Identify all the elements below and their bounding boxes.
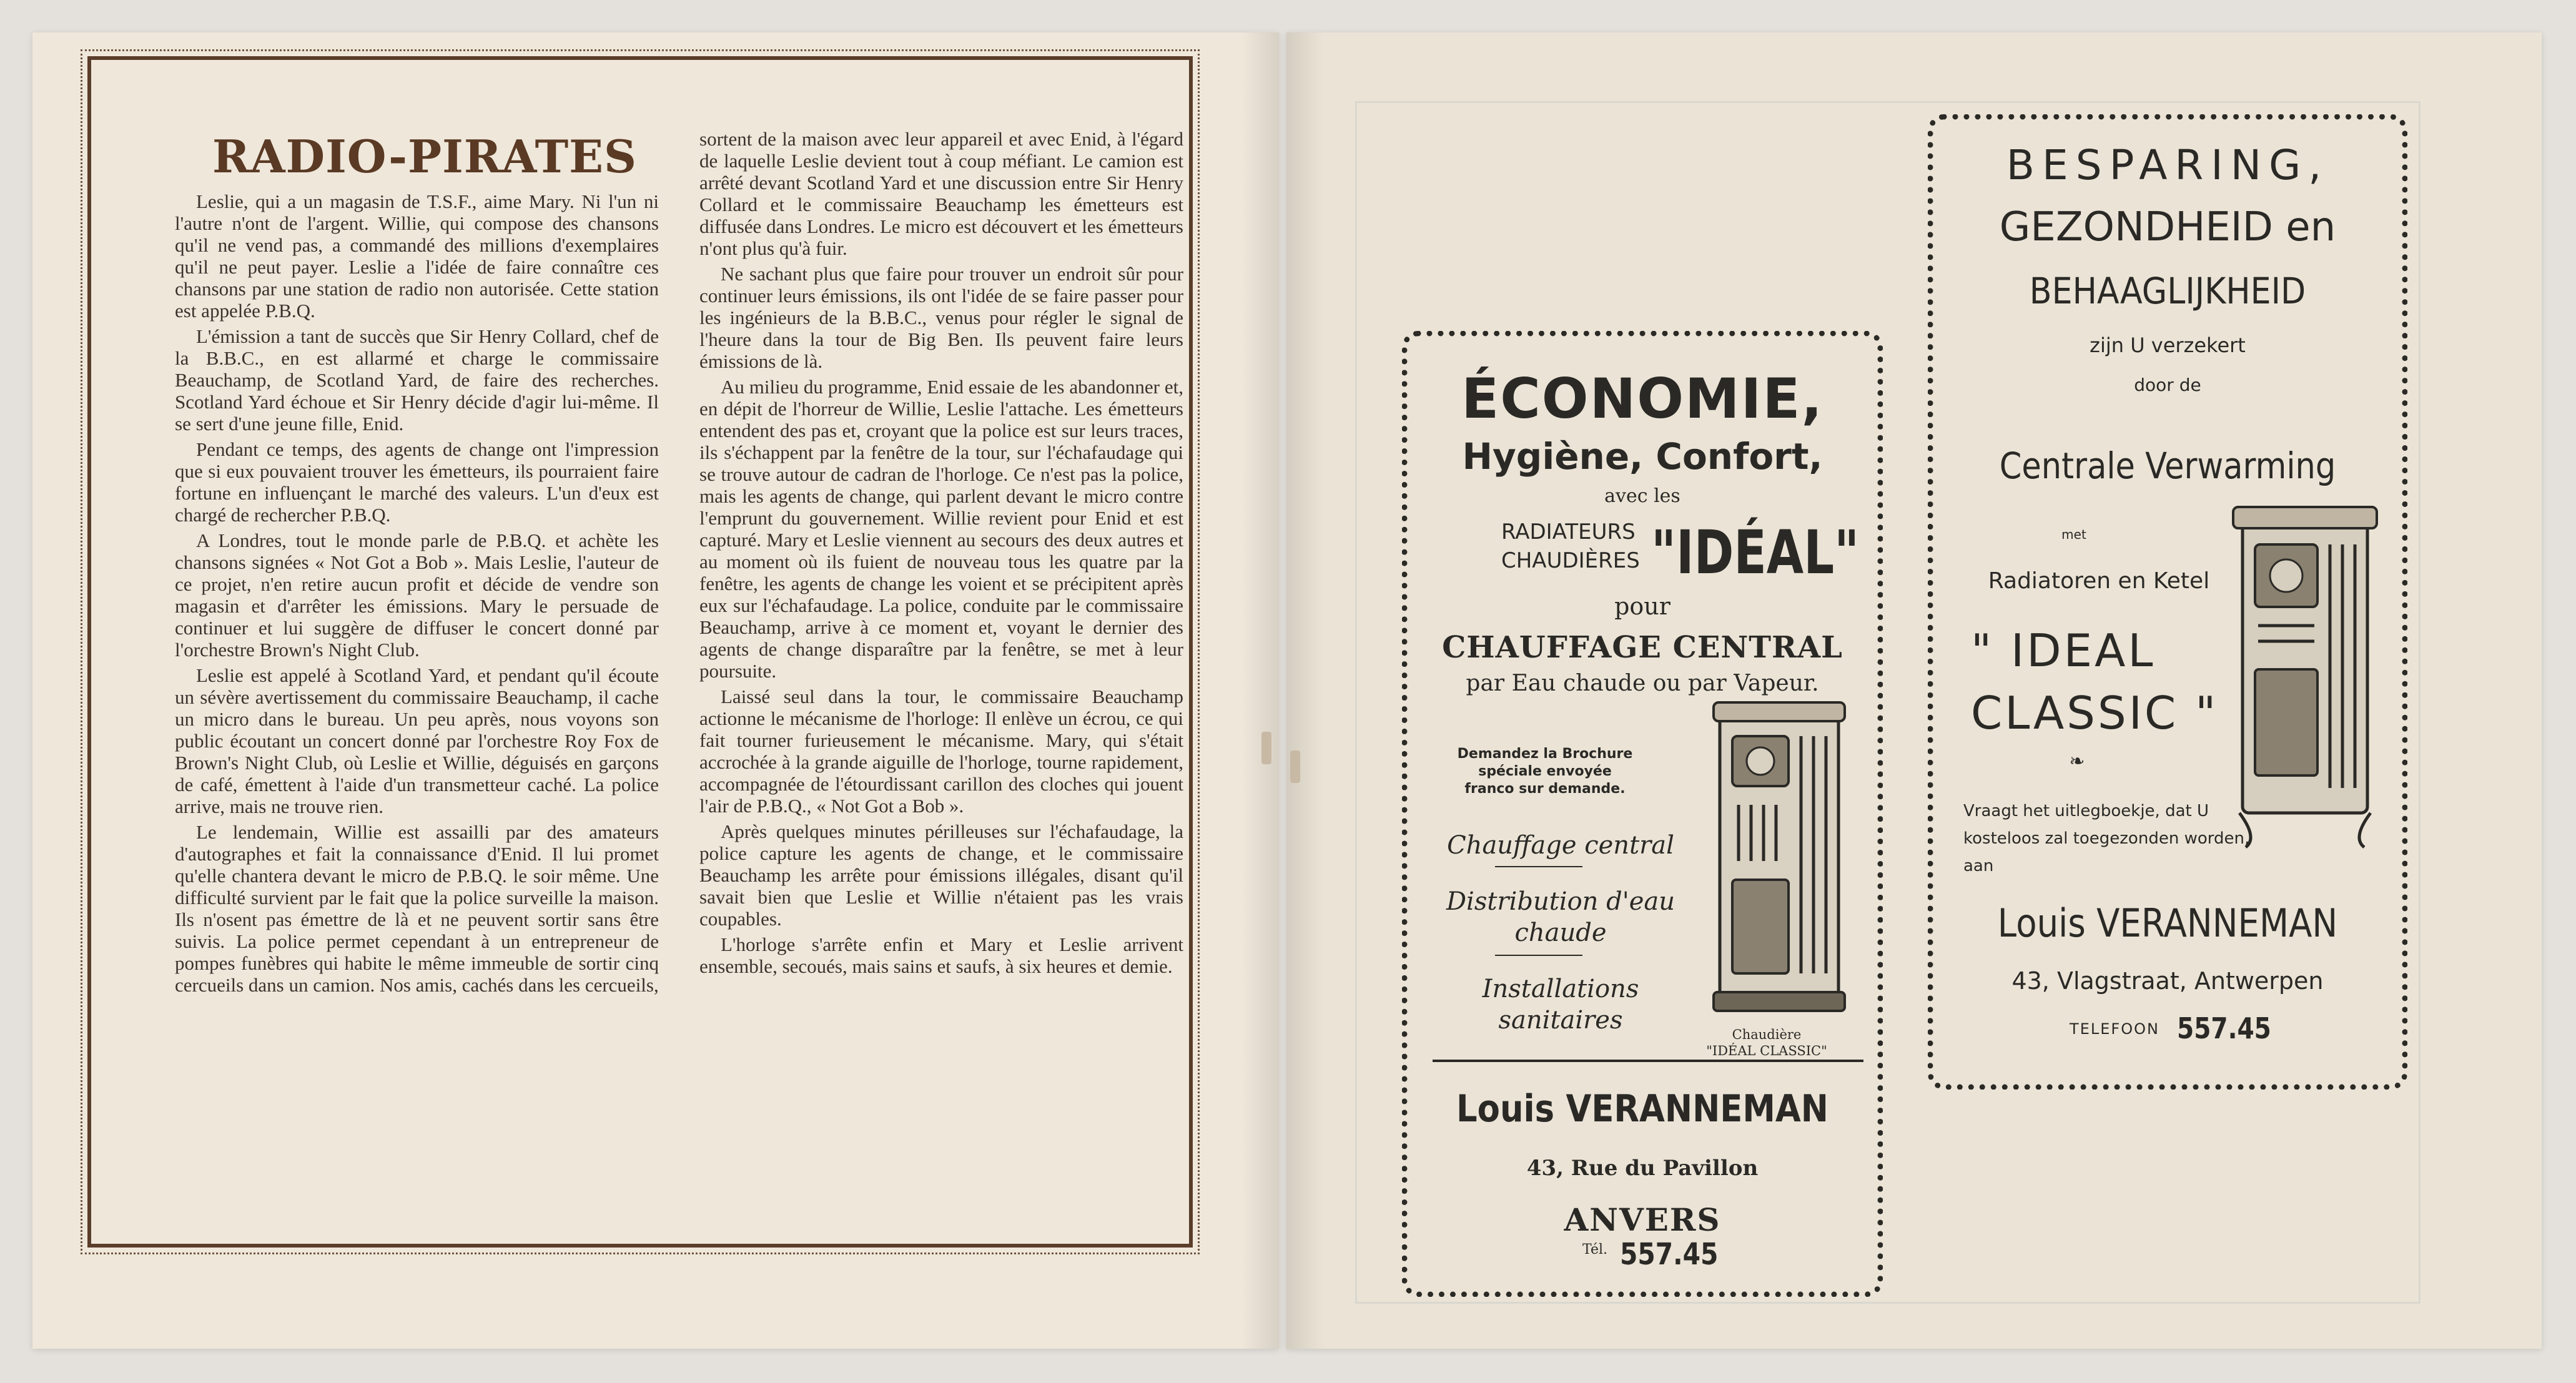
ad-tel-label: TELEFOON bbox=[2070, 1020, 2159, 1038]
paragraph: L'horloge s'arrête enfin et Mary et Leslie arrivent ensemble, secoués, mais sains et saufs, à six heures et demie. bbox=[699, 933, 1183, 977]
ad-radiateurs-chaudieres bbox=[1501, 518, 1651, 575]
ad-eau: par Eau chaude ou par Vapeur. bbox=[1466, 671, 1819, 696]
ad-dealer-name: Louis VERANNEMAN bbox=[1997, 900, 2338, 946]
ad-item: Installations sanitaires bbox=[1482, 975, 1639, 1035]
ad-brand: "IDÉAL" bbox=[1651, 518, 1860, 588]
boiler-caption-line: "IDÉAL CLASSIC" bbox=[1706, 1043, 1827, 1058]
ornament-icon: ❧ bbox=[2069, 751, 2085, 772]
ad-line: zijn U verzekert bbox=[2090, 333, 2246, 357]
ad-subhead: Hygiène, Confort, bbox=[1462, 435, 1823, 478]
ad-line: GEZONDHEID en bbox=[1999, 204, 2336, 250]
ad-brand bbox=[1958, 619, 2258, 744]
article-column-right bbox=[699, 128, 1183, 981]
ad-line: Radiatoren en Ketel bbox=[1988, 568, 2210, 594]
paragraph: Pendant ce temps, des agents de change ont l'impression que si eux pouvaient trouver les émetteurs, ils pourraient faire fortune en influençant le marché des valeurs. L'un d'eux est chargé de rechercher P.B.Q. bbox=[175, 438, 659, 526]
ad-vraagt: Vraagt het uitlegboekje, dat U kosteloos zal toegezonden worden, aan bbox=[1963, 802, 2250, 875]
ad-ideal-french bbox=[1402, 331, 1883, 1297]
ad-brand-line: CLASSIC " bbox=[1971, 687, 2219, 739]
paragraph: Ne sachant plus que faire pour trouver un endroit sûr pour continuer leurs émissions, ils ont l'idée de se faire passer pour les ingénieurs de la B.B.C., venus pour régler le signal de l'heure dans la tour de Big Ben. Ils peuvent faire leurs émissions de là. bbox=[699, 263, 1183, 372]
paragraph: Leslie, qui a un magasin de T.S.F., aime Mary. Ni l'un ni l'autre n'ont de l'argent. Willie, qui compose des chansons qu'il ne vend pas, a commandé des millions d'exemplaires qu'il ne peut payer. Leslie a l'idée de faire connaître ces chansons par une station de radio non autorisée. Cette station est appelée P.B.Q. bbox=[175, 190, 659, 322]
paragraph: L'émission a tant de succès que Sir Henry Collard, chef de la B.B.C., en est allarmé et charge le commissaire Beauchamp, de Scotland Yard, de faire des recherches. Scotland Yard échoue et Sir Henry décide d'agir lui-même. Il se sert d'une jeune fille, Enid. bbox=[175, 325, 659, 435]
paragraph: Après quelques minutes périlleuses sur l'échafaudage, la police capture les agents de change, et le commissaire Beauchamp les arrête pour émissions illégales, disant qu'il savait bien que Leslie et Willie n'étaient pas les vrais coupables. bbox=[699, 820, 1183, 930]
gutter-shadow bbox=[1286, 32, 1324, 1349]
ad-dealer-name: Louis VERANNEMAN bbox=[1456, 1087, 1828, 1131]
staple bbox=[1290, 751, 1300, 783]
ad-chauffage: CHAUFFAGE CENTRAL bbox=[1442, 630, 1843, 665]
boiler-caption bbox=[1682, 1026, 1851, 1059]
article-column-left bbox=[175, 190, 659, 1000]
ad-brand-line: " IDEAL bbox=[1971, 624, 2156, 677]
ad-text-avec: avec les bbox=[1604, 485, 1680, 507]
ad-city: ANVERS bbox=[1564, 1201, 1721, 1238]
ad-line: door de bbox=[2134, 375, 2201, 395]
ad-headline: BESPARING, bbox=[2006, 141, 2329, 189]
ad-address: 43, Vlagstraat, Antwerpen bbox=[2011, 967, 2324, 995]
ad-line: met bbox=[2061, 527, 2086, 542]
ad-tel-number: 557.45 bbox=[2177, 1011, 2271, 1045]
divider bbox=[1433, 1060, 1863, 1062]
ad-text-pour: pour bbox=[1614, 593, 1670, 620]
ad-line: BEHAAGLIJKHEID bbox=[2029, 270, 2306, 312]
divider bbox=[1495, 866, 1582, 867]
paragraph: Laissé seul dans la tour, le commissaire Beauchamp actionne le mécanisme de l'horloge: Il enlève un écrou, ce qui fait tourner furieusement le mécanisme. Mary, qui s'était accrochée à la grande aiguille de l'horloge, tourne rapidement, accompagnée de l'étourdissant carillon des cloches qui jouent l'air de P.B.Q., « Not Got a Bob ». bbox=[699, 686, 1183, 817]
ad-item: Distribution d'eau chaude bbox=[1446, 887, 1675, 947]
article-title: RADIO-PIRATES bbox=[212, 130, 638, 183]
paragraph: A Londres, tout le monde parle de P.B.Q. et achète les chansons signées « Not Got a Bob ». Mais Leslie, l'auteur de ce projet, n'en retire aucun profit et décide de vendre son magasin et d'arrêter les émissions. Mary le persuade de continuer et lui suggère de diffuser le concert donné par l'orchestre Brown's Night Club. bbox=[175, 529, 659, 661]
gutter-shadow bbox=[1241, 32, 1279, 1349]
ad-chaudieres: CHAUDIÈRES bbox=[1501, 548, 1640, 573]
ad-tel-number: 557.45 bbox=[1620, 1237, 1719, 1272]
ad-radiateurs: RADIATEURS bbox=[1501, 519, 1636, 544]
ad-ideal-dutch bbox=[1928, 114, 2407, 1090]
ad-address: 43, Rue du Pavillon bbox=[1526, 1156, 1759, 1181]
paragraph: Leslie est appelé à Scotland Yard, et pendant qu'il écoute un sévère avertissement du commissaire Beauchamp, il cache un micro dans le bureau. Un peu après, nous voyons son public écoutant un concert donné par l'orchestre Roy Fox de Brown's Night Club, où Leslie et Willie, déguisés en garçons de café, émettent à l'aide d'un transmetteur caché. La police arrive, mais ne trouve rien. bbox=[175, 664, 659, 817]
boiler-illustration bbox=[1701, 699, 1857, 1023]
paragraph: Au milieu du programme, Enid essaie de les abandonner et, en dépit de l'horreur de Willie, Leslie l'attache. Les émetteurs entendent des pas et, croyant que la police est sur leurs traces, ils s'échappent par la fenêtre de la tour, sur l'échafaudage qui se trouve autour de cadran de l'horloge. Ce n'est pas la police, mais les agents de change, qui parlent devant le micro contre l'emprunt du gouvernement. Willie revient pour Enid et est capturé. Mary et Leslie viennent au secours des deux autres et au moment où ils fuient de nouveau tous les quatre par la fenêtre, les agents de change les voient et se précipitent après eux sur l'échafaudage. La police, conduite par le commissaire Beauchamp, arrive à ce moment et, voyant le dernier des agents de change disparaître par la fenêtre, se met à leur poursuite. bbox=[699, 376, 1183, 682]
ad-headline: ÉCONOMIE, bbox=[1461, 367, 1823, 431]
ad-brochure: Demandez la Brochure spéciale envoyée franco sur demande. bbox=[1457, 746, 1633, 797]
ad-item: Chauffage central bbox=[1447, 831, 1674, 860]
divider bbox=[1495, 955, 1582, 956]
ad-line: Centrale Verwarming bbox=[1999, 445, 2336, 487]
paragraph: Le lendemain, Willie est assailli par des amateurs d'autographes et fait la connaissance d'Enid. Il lui promet qu'elle chantera devant le micro de P.B.Q. le soir même. Une difficulté survient par le fait que la police surveille la maison. Ils n'osent pas émettre de là et ne peuvent sortir sans être suivis. La police permet cependant à un entrepreneur de pompes funèbres qui habite le même immeuble de sortir cinq cercueils dans un camion. Nos amis, cachés dans les cercueils, bbox=[175, 821, 659, 996]
paragraph: sortent de la maison avec leur appareil et avec Enid, à l'égard de laquelle Leslie devient tout à coup méfiant. Le camion est arrêté devant Scotland Yard et une discussion entre Sir Henry Collard et le commissaire Beauchamp les émetteurs est diffusée dans Londres. Le micro est découvert et les émetteurs n'ont plus qu'à fuir. bbox=[699, 128, 1183, 259]
boiler-caption-line: Chaudière bbox=[1732, 1027, 1802, 1042]
boiler-illustration bbox=[2221, 501, 2389, 850]
staple bbox=[1261, 732, 1271, 764]
ad-tel-label: Tél. bbox=[1582, 1242, 1607, 1257]
